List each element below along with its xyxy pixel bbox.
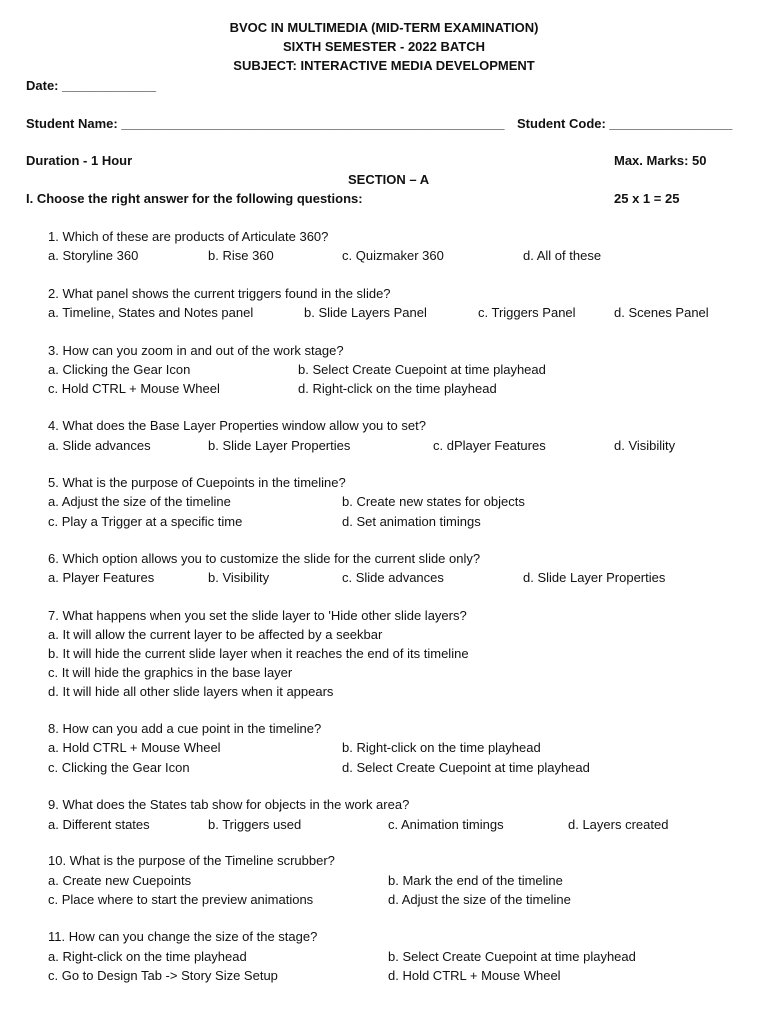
question-text: 4. What does the Base Layer Properties window allow you to set? xyxy=(48,418,426,433)
date-field: Date: _____________ xyxy=(26,78,157,93)
option-a: a. Hold CTRL + Mouse Wheel xyxy=(48,740,221,755)
question-text: 7. What happens when you set the slide layer to 'Hide other slide layers? xyxy=(48,608,467,623)
option-d: d. Right-click on the time playhead xyxy=(298,381,497,396)
option-a: a. Slide advances xyxy=(48,438,151,453)
option-b: b. It will hide the current slide layer when it reaches the end of its timeline xyxy=(48,646,469,661)
option-a: a. Player Features xyxy=(48,570,155,585)
section-instruction: I. Choose the right answer for the following questions: xyxy=(26,191,363,206)
option-d: d. Visibility xyxy=(614,438,676,453)
option-c: c. Hold CTRL + Mouse Wheel xyxy=(48,381,220,396)
option-c: c. Play a Trigger at a specific time xyxy=(48,514,243,529)
option-b: b. Select Create Cuepoint at time playhead xyxy=(298,362,546,377)
option-b: b. Mark the end of the timeline xyxy=(388,873,563,888)
option-b: b. Triggers used xyxy=(208,817,302,832)
option-b: b. Rise 360 xyxy=(208,248,274,263)
semester-line: SIXTH SEMESTER - 2022 BATCH xyxy=(282,39,486,54)
option-b: b. Slide Layers Panel xyxy=(304,305,427,320)
option-a: a. It will allow the current layer to be affected by a seekbar xyxy=(48,627,383,642)
option-b: b. Right-click on the time playhead xyxy=(342,740,541,755)
option-a: a. Different states xyxy=(48,817,150,832)
subject-line: SUBJECT: INTERACTIVE MEDIA DEVELOPMENT xyxy=(233,58,535,73)
option-c: c. Clicking the Gear Icon xyxy=(48,760,190,775)
option-d: d. All of these xyxy=(523,248,602,263)
option-c: c. Go to Design Tab -> Story Size Setup xyxy=(48,968,278,983)
option-c: c. Slide advances xyxy=(342,570,444,585)
question-text: 2. What panel shows the current triggers found in the slide? xyxy=(48,286,391,301)
option-d: d. Set animation timings xyxy=(342,514,481,529)
option-d: d. It will hide all other slide layers when it appears xyxy=(48,684,334,699)
question-text: 8. How can you add a cue point in the timeline? xyxy=(48,721,322,736)
question-text: 3. How can you zoom in and out of the work stage? xyxy=(48,343,344,358)
student-name-field: Student Name: _____________________________________________________ xyxy=(26,116,505,131)
question-text: 9. What does the States tab show for objects in the work area? xyxy=(48,797,410,812)
option-a: a. Clicking the Gear Icon xyxy=(48,362,191,377)
option-d: d. Adjust the size of the timeline xyxy=(388,892,571,907)
question-text: 6. Which option allows you to customize the slide for the current slide only? xyxy=(48,551,481,566)
option-b: b. Create new states for objects xyxy=(342,494,525,509)
option-d: d. Layers created xyxy=(568,817,669,832)
option-d: d. Slide Layer Properties xyxy=(523,570,666,585)
max-marks: Max. Marks: 50 xyxy=(614,153,707,168)
section-marks: 25 x 1 = 25 xyxy=(614,191,680,206)
option-c: c. Triggers Panel xyxy=(478,305,576,320)
exam-title: BVOC IN MULTIMEDIA (MID-TERM EXAMINATION) xyxy=(229,20,539,35)
question-text: 10. What is the purpose of the Timeline scrubber? xyxy=(48,853,335,868)
section-title: SECTION – A xyxy=(348,172,430,187)
option-d: d. Select Create Cuepoint at time playhead xyxy=(342,760,590,775)
option-c: c. Quizmaker 360 xyxy=(342,248,444,263)
option-b: b. Select Create Cuepoint at time playhead xyxy=(388,949,636,964)
option-b: b. Visibility xyxy=(208,570,270,585)
option-c: c. It will hide the graphics in the base layer xyxy=(48,665,293,680)
student-code-field: Student Code: _________________ xyxy=(517,116,733,131)
option-c: c. Animation timings xyxy=(388,817,504,832)
option-d: d. Scenes Panel xyxy=(614,305,709,320)
option-d: d. Hold CTRL + Mouse Wheel xyxy=(388,968,561,983)
option-c: c. Place where to start the preview animations xyxy=(48,892,314,907)
option-a: a. Timeline, States and Notes panel xyxy=(48,305,254,320)
option-a: a. Adjust the size of the timeline xyxy=(48,494,231,509)
option-a: a. Create new Cuepoints xyxy=(48,873,192,888)
option-c: c. dPlayer Features xyxy=(433,438,546,453)
question-text: 1. Which of these are products of Articulate 360? xyxy=(48,229,329,244)
option-b: b. Slide Layer Properties xyxy=(208,438,351,453)
question-text: 11. How can you change the size of the stage? xyxy=(48,929,318,944)
duration: Duration - 1 Hour xyxy=(26,153,133,168)
option-a: a. Storyline 360 xyxy=(48,248,139,263)
option-a: a. Right-click on the time playhead xyxy=(48,949,247,964)
question-text: 5. What is the purpose of Cuepoints in the timeline? xyxy=(48,475,346,490)
